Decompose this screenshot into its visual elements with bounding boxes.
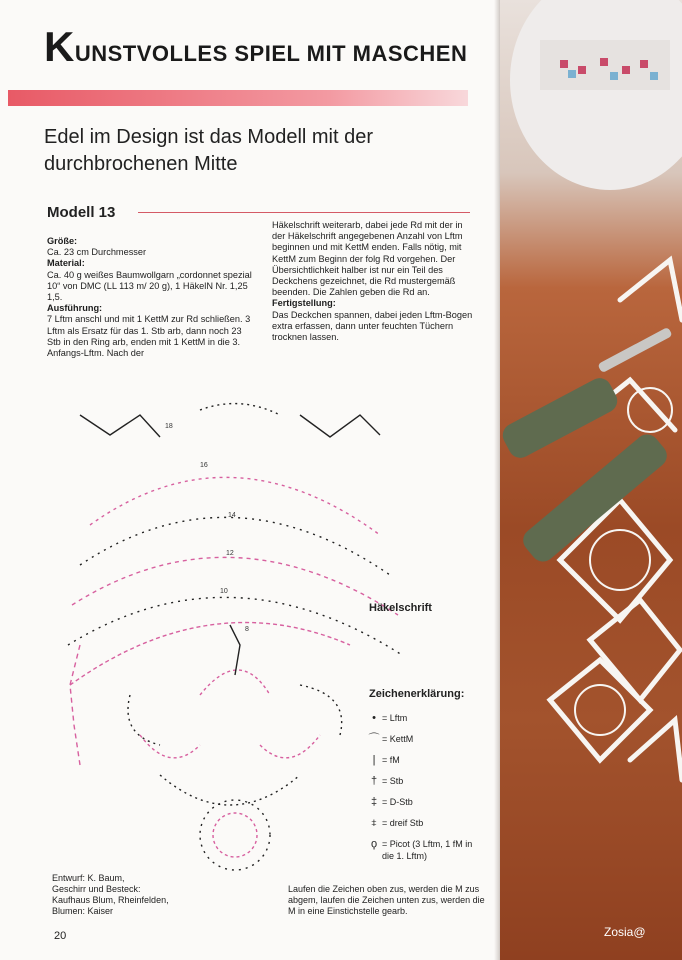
instructions-column-1 <box>47 236 255 359</box>
size-label: Größe: <box>47 236 78 246</box>
legend-item-label: = fM <box>382 755 400 765</box>
title-rest: UNSTVOLLES SPIEL MIT MASCHEN <box>74 41 468 66</box>
round-number-16: 16 <box>200 462 208 469</box>
crochet-diagram <box>50 395 410 885</box>
double-crochet-icon: † <box>370 775 378 787</box>
credits-flowers: Blumen: Kaiser <box>52 906 114 916</box>
credits-tableware: Kaufhaus Blum, Rheinfelden, <box>52 895 169 905</box>
picot-icon: ϙ <box>370 838 378 850</box>
page-number: 20 <box>54 930 67 942</box>
slip-stitch-icon: ⌒ <box>368 733 380 745</box>
legend-item-label: = dreif Stb <box>382 818 424 828</box>
round-number-10: 10 <box>220 588 228 595</box>
round-number-12: 12 <box>226 550 234 557</box>
legend-item-label: = Lftm <box>382 713 408 723</box>
title-initial: K <box>44 23 75 70</box>
title-underline-bar <box>8 90 468 106</box>
legend-item <box>367 712 487 733</box>
credits-design: Entwurf: K. Baum, <box>52 873 125 883</box>
execution-label: Ausführung: <box>47 303 103 314</box>
legend-item <box>367 817 487 838</box>
material-text: Ca. 40 g weißes Baumwollgarn „cordonnet spezial 10“ von DMC (LL 113 m/ 20 g), 1 HäkelN Nr. 1,25 1,5. <box>47 269 252 303</box>
photo-illustration <box>500 0 682 960</box>
legend-note: Laufen die Zeichen oben zus, werden die M zus abgem, laufen die Zeichen unten zus, werden die M in eine Einstichstelle gearb. <box>288 884 485 916</box>
model-heading: Modell 13 <box>47 204 116 221</box>
chain-stitch-icon: • <box>372 712 376 724</box>
legend-item-label: = Stb <box>382 776 404 786</box>
diagram-caption: Häkelschrift <box>369 602 432 614</box>
triple-treble-icon: ⧧ <box>371 817 377 829</box>
material-label: Material: <box>47 258 85 269</box>
single-crochet-icon: | <box>372 754 376 766</box>
page-title <box>44 23 468 70</box>
doily-photo <box>500 0 682 960</box>
credits-tableware-label: Geschirr und Besteck: <box>52 884 141 894</box>
treble-crochet-icon: ‡ <box>370 796 378 808</box>
execution-text: 7 Lftm anschl und mit 1 KettM zur Rd schließen. 3 Lftm als Ersatz für das 1. Stb arb, dann noch 23 Stb in den Ring arb, enden mit 1 KettM in die 3. Anfangs-Lftm. Nach der <box>47 314 251 359</box>
legend-item <box>367 796 487 817</box>
legend-item-label: = Picot (3 Lftm, 1 fM in die 1. Lftm) <box>382 839 473 861</box>
legend-item <box>367 775 487 796</box>
watermark: Zosia@ <box>604 925 646 939</box>
legend-title: Zeichenerklärung: <box>369 688 465 700</box>
subtitle: Edel im Design ist das Modell mit der durchbrochenen Mitte <box>44 126 374 175</box>
model-heading-rule <box>138 212 470 213</box>
finishing-label: Fertigstellung: <box>272 298 336 309</box>
legend-item <box>367 733 487 754</box>
credits <box>52 873 252 917</box>
legend-item <box>367 838 487 872</box>
round-number-8: 8 <box>245 626 249 633</box>
continuation-text: Häkelschrift weiterarb, dabei jede Rd mit der in der Häkelschrift angegebenen Anzahl von Lftm beginnen und mit KettM enden. Falls nötig, mit KettM zum Beginn der folg Rd vorgehen. Der Übersichtlichkeit halber ist nur ein Teil des Deckchens gezeichnet, die Rd mustergemäß beenden. Die Zahlen geben die Rd an. <box>272 220 463 298</box>
legend-item <box>367 754 487 775</box>
legend-item-label: = D-Stb <box>382 797 413 807</box>
symbol-legend <box>367 712 487 872</box>
round-number-18: 18 <box>165 423 173 430</box>
instructions-column-2 <box>272 220 477 343</box>
finishing-text: Das Deckchen spannen, dabei jeden Lftm-Bogen extra erfassen, dann unter feuchten Tüchern trocknen lassen. <box>272 309 473 343</box>
size-text: Ca. 23 cm Durchmesser <box>47 247 147 258</box>
legend-item-label: = KettM <box>382 734 414 744</box>
round-number-14: 14 <box>228 512 236 519</box>
